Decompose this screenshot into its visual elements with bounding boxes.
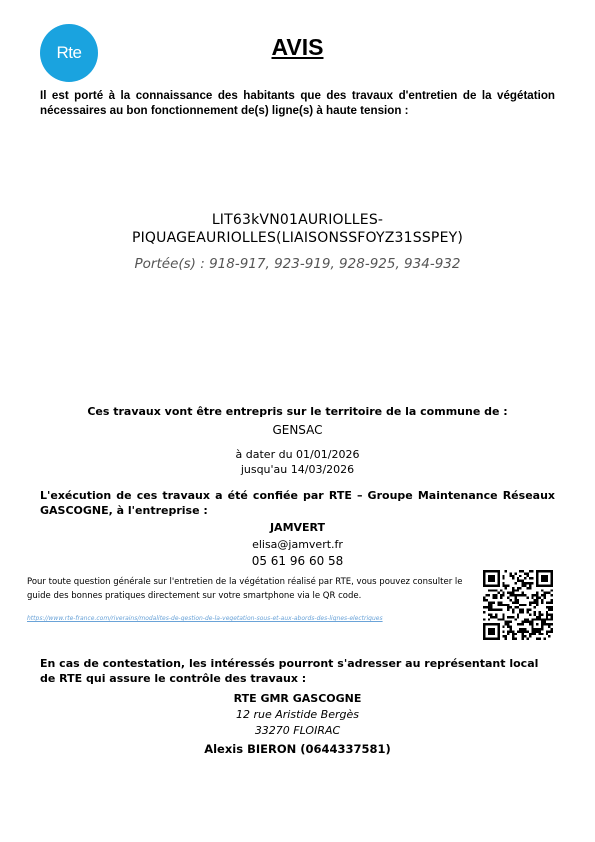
- company-phone: 05 61 96 60 58: [251, 554, 344, 568]
- line-name-part-2: PIQUAGEAURIOLLES(LIAISONSSFOYZ31SSPEY): [131, 230, 464, 246]
- commune-label: Ces travaux vont être entrepris sur le territoire de la commune de :: [87, 405, 508, 418]
- rte-logo: Rte: [40, 24, 98, 82]
- rte-city: 33270 FLOIRAC: [254, 724, 341, 737]
- rte-contact: Alexis BIERON (0644337581): [204, 742, 391, 756]
- intro-text: Il est porté à la connaissance des habitants que des travaux d'entretien de la végétation nécessaires au bon fonctionnement de(s) ligne(s) à haute tension :: [40, 89, 555, 117]
- qr-code[interactable]: [483, 570, 553, 640]
- commune-name: GENSAC: [272, 423, 323, 437]
- company-name: JAMVERT: [269, 521, 326, 534]
- qr-info-text: Pour toute question générale sur l'entretien de la végétation réalisé par RTE, vous pouvez consulter le guide des bonnes pratiques directement sur votre smartphone via le QR code.: [27, 577, 463, 601]
- company-email[interactable]: elisa@jamvert.fr: [252, 538, 343, 551]
- rte-org: RTE GMR GASCOGNE: [233, 692, 362, 705]
- line-name-part-1: LIT63kVN01AURIOLLES-: [211, 212, 384, 228]
- contestation-text: En cas de contestation, les intéressés pourront s'adresser au représentant local de RTE qui assure le contrôle des travaux :: [40, 657, 539, 685]
- guide-link[interactable]: https://www.rte-france.com/riverains/modalites-de-gestion-de-la-vegetation-sous-et-aux-abords-des-lignes-electriques: [27, 615, 383, 622]
- date-from: à dater du 01/01/2026: [235, 448, 360, 461]
- page-title: AVIS: [271, 34, 324, 60]
- line-name: [40, 211, 555, 247]
- rte-street: 12 rue Aristide Bergès: [235, 708, 360, 721]
- execution-text: L'exécution de ces travaux a été confiée par RTE – Groupe Maintenance Réseaux GASCOGNE, à l'entreprise :: [40, 489, 555, 517]
- date-to: jusqu'au 14/03/2026: [240, 463, 355, 476]
- portees: Portée(s) : 918-917, 923-919, 928-925, 934-932: [134, 256, 461, 272]
